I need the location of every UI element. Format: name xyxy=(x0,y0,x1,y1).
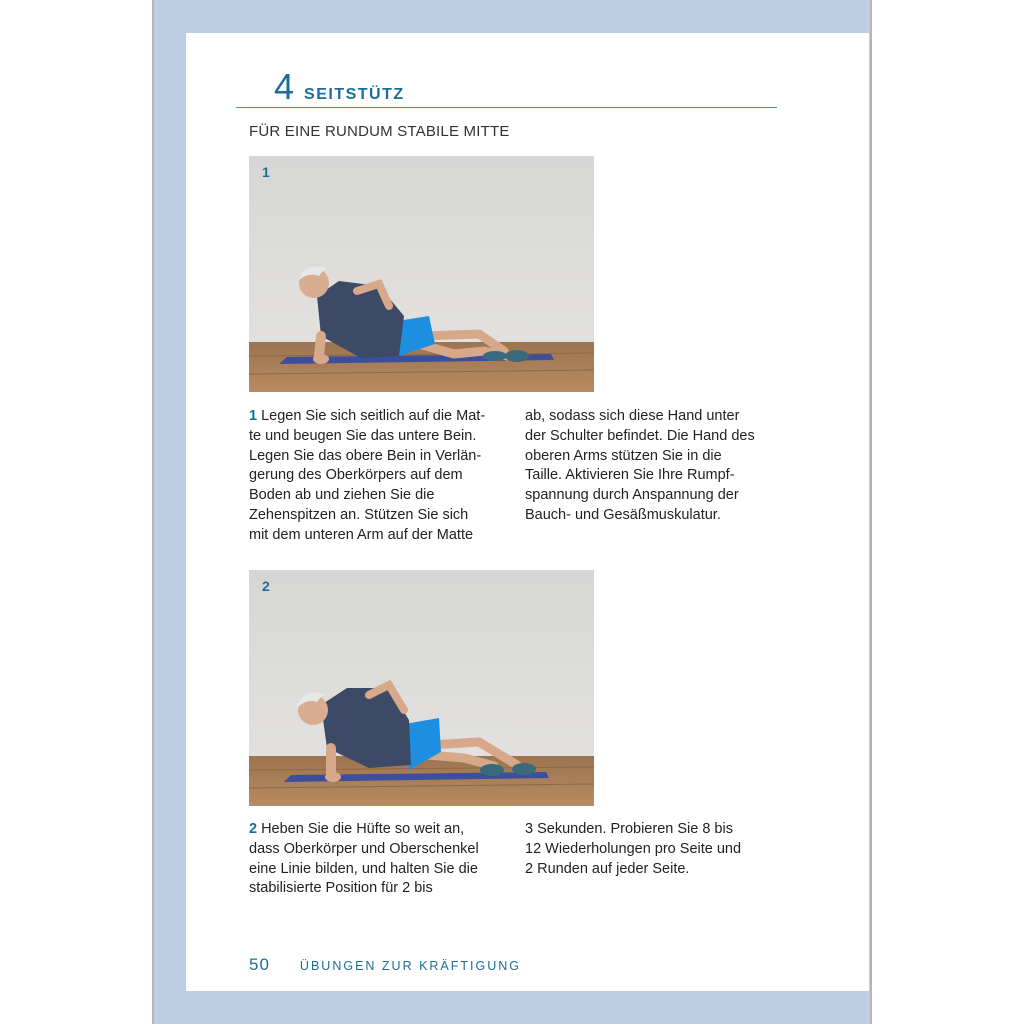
photo-number: 1 xyxy=(262,164,270,180)
exercise-photo-2 xyxy=(249,570,594,806)
step-2-text-column-2: 3 Sekunden. Probieren Sie 8 bis 12 Wiederholungen pro Seite und 2 Runden auf jeder Seite. xyxy=(525,821,742,877)
step-text: Legen Sie sich seitlich auf die Mat- te und beugen Sie das untere Bein. Legen Sie das obere Bein in Verlän- gerung des Oberkörpers auf dem Boden ab und ziehen Sie die Zehenspitzen an. Stützen Sie sich mit dem unteren Arm auf der Matte xyxy=(249,408,486,543)
chapter-number: 4 xyxy=(274,66,295,107)
page-footer xyxy=(249,955,521,975)
exercise-photo-1 xyxy=(249,156,594,392)
photo-number: 2 xyxy=(262,578,270,594)
heading-divider xyxy=(236,107,777,108)
book-page xyxy=(186,33,869,991)
step-1-text-column-1 xyxy=(249,407,504,546)
side-plank-raised-hip-illustration xyxy=(249,570,594,806)
chapter-title: SEITSTÜTZ xyxy=(304,86,405,103)
step-2-text-column-1 xyxy=(249,820,504,899)
page-number: 50 xyxy=(249,955,270,974)
step-number: 2 xyxy=(249,821,258,837)
chapter-subtitle: FÜR EINE RUNDUM STABILE MITTE xyxy=(249,123,510,140)
step-text: Heben Sie die Hüfte so weit an, dass Oberkörper und Oberschenkel eine Linie bilden, und halten Sie die stabilisierte Position für 2 bis xyxy=(249,821,479,897)
side-plank-bent-knee-illustration xyxy=(249,156,594,392)
chapter-heading xyxy=(274,67,405,107)
step-number: 1 xyxy=(249,408,258,424)
step-1-text-column-2: ab, sodass sich diese Hand unter der Schulter befindet. Die Hand des oberen Arms stützen Sie in die Taille. Aktivieren Sie Ihre Rumpf- spannung durch Anspannung der Bauch- und Gesäßmuskulatur. xyxy=(525,408,755,523)
section-title: ÜBUNGEN ZUR KRÄFTIGUNG xyxy=(299,959,522,973)
